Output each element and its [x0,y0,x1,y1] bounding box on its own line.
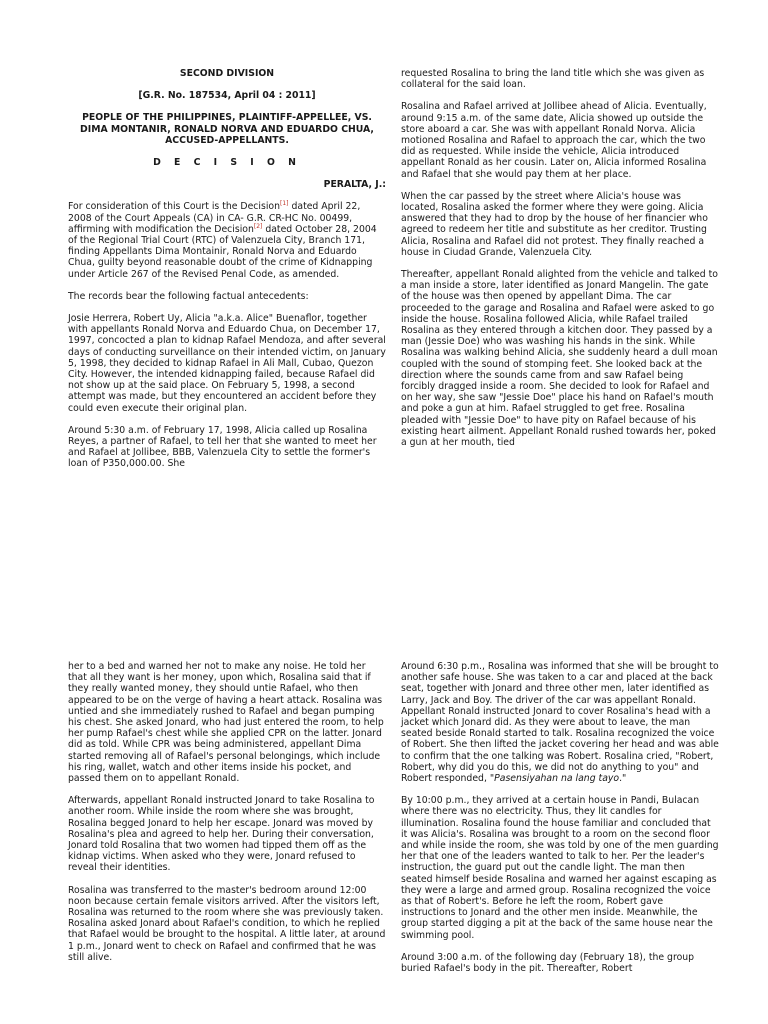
paragraph: Thereafter, appellant Ronald alighted from the vehicle and talked to a man inside a store, later identified as Jonard Mangelin. The gate of the house was then opened by appellant Dima. The car proceeded to the garage and Rosalina and Rafael were asked to go inside the house. Rosalina followed Alicia, while Rafael trailed Rosalina as they entered through a kitchen door. They passed by a man (Jessie Doe) who was washing his hands in the sink. While Rosalina was walking behind Alicia, she suddenly heard a dull moan coupled with the sound of stomping feet. She looked back at the direction where the sounds came from and saw Rafael being forcibly dragged inside a room. She decided to look for Rafael and on her way, she saw "Jessie Doe" place his hand on Rafael's mouth and poke a gun at him. Rafael struggled to get free. Rosalina pleaded with "Jessie Doe" to have pity on Rafael because of his existing heart ailment. Appellant Ronald rushed towards her, poked a gun at her mouth, tied [401,269,718,449]
text-run: dated October 28, 2004 of the Regional Trial Court (RTC) of Valenzuela City, Branch 171, finding Appellants Dima Montainir, Ronald Norva and Eduardo Chua, guilty beyond reasonable doubt of the crime of Kidnapping under Article 267 of the Revised Penal Code, as amended. [68,223,377,280]
paragraph: requested Rosalina to bring the land title which she was given as collateral for the said loan. [401,68,705,91]
paragraph: Afterwards, appellant Ronald instructed Jonard to take Rosalina to another room. While inside the room where she was brought, Rosalina begged Jonard to help her escape. Jonard was moved by Rosalina's plea and agreed to help her. During their conversation, Jonard told Rosalina that two women had tipped them off as the kidnap victims. When asked who they were, Jonard refused to reveal their identities. [68,795,375,874]
right-column-top [401,68,719,459]
text-run: ." [619,773,627,785]
paragraph: Rosalina and Rafael arrived at Jollibee ahead of Alicia. Eventually, around 9:15 a.m. of the same date, Alicia showed up outside the store aboard a car. She was with appellant Ronald Norva. Alicia motioned Rosalina and Rafael to approach the car, which the two did as requested. While inside the vehicle, Alicia introduced appellant Ronald as her cousin. Later on, Alicia informed Rosalina and Rafael that she would pay them at her place. [401,101,707,180]
paragraph: The records bear the following factual antecedents: [68,290,309,302]
footnote-link[interactable]: [1] [280,200,289,208]
italic-quote: Pasensiyahan na lang tayo [494,773,620,785]
paragraph: Around 3:00 a.m. of the following day (February 18), the group buried Rafael's body in the pit. Thereafter, Robert [401,951,695,975]
right-column-bottom [401,661,719,985]
paragraph: her to a bed and warned her not to make any noise. He told her that all they want is her money, upon which, Rosalina said that if they really wanted money, they should untie Rafael, who then appeared to be on the verge of having a heart attack. Rosalina was untied and she immediately rushed to Rafael and began pumping his chest. She asked Jonard, who had just entered the room, to help her pump Rafael's chest while she applied CPR on the latter. Jonard did as told. While CPR was being administered, appellant Dima started removing all of Rafael's personal belongings, which include his ring, wallet, watch and other items inside his pocket, and passed them on to appellant Ronald. [68,661,384,785]
paragraph: Around 5:30 a.m. of February 17, 1998, Alicia called up Rosalina Reyes, a partner of Rafael, to tell her that she wanted to meet her and Rafael at Jollibee, BBB, Valenzuela City to settle the former's loan of P350,000.00. She [68,424,377,470]
left-column-bottom [68,661,386,974]
paragraph: Josie Herrera, Robert Uy, Alicia "a.k.a. Alice" Buenaflor, together with appellants Ronald Norva and Eduardo Chua, on December 17, 1997, concocted a plan to kidnap Rafael Mendoza, and after several days of conducting surveillance on their intended victim, on January 5, 1998, they decided to kidnap Rafael in Ali Mall, Cubao, Quezon City. However, the intended kidnapping failed, because Rafael did not show up at the said place. On February 5, 1998, a second attempt was made, but they encountered an accident before they could even execute their original plan. [68,313,386,414]
division-heading: SECOND DIVISION [179,68,275,79]
text-run: For consideration of this Court is the Decision [68,201,281,213]
text-run: Around 6:30 p.m., Rosalina was informed that she will be brought to another safe house. She was taken to a car and placed at the back seat, together with Jonard and three other men, later identified as Larry, Jack and Boy. The driver of the car was appellant Ronald. Appellant Ronald instructed Jonard to cover Rosalina's head with a jacket which Jonard did. As they were about to leave, the man seated beside Ronald started to talk. Rosalina recognized the voice of Robert. She then lifted the jacket covering her head and was able to confirm that the one talking was Robert. Rosalina cried, "Robert, Robert, why did you do this, we did not do anything to you" and Robert responded, " [401,661,719,785]
case-number: [G.R. No. 187534, April 04 : 2011] [138,90,316,102]
paragraph [68,201,386,279]
paragraph: By 10:00 p.m., they arrived at a certain house in Pandi, Bulacan where there was no electricity. Thus, they lit candles for illumination. Rosalina found the house familiar and concluded that it was Alicia's. Rosalina was brought to a room on the second floor and while inside the room, she was told by one of the men guarding her that one of the leaders wanted to talk to her. Per the leader's instruction, the guard put out the candle light. The man then seated himself beside Rosalina and warned her against escaping as they were a large and armed group. Rosalina recognized the voice as that of Robert's. Before he left the room, Robert gave instructions to Jonard and the other men inside. Meanwhile, the group started digging a pit at the back of the same house near the swimming pool. [401,795,719,941]
case-parties: PEOPLE OF THE PHILIPPINES, PLAINTIFF-APPELLEE, VS. DIMA MONTANIR, RONALD NORVA AND EDUARDO CHUA, ACCUSED-APPELLANTS. [80,112,374,146]
footnote-link[interactable]: [2] [253,222,263,230]
paragraph: When the car passed by the street where Alicia's house was located, Rosalina asked the former where they were going. Alicia answered that they had to drop by the house of her financier who agreed to redeem her title and substitute as her creditor. Trusting Alicia, Rosalina and Rafael did not protest. They finally reached a house in Ciudad Grande, Valenzuela City. [401,190,708,258]
left-column-top [68,68,386,481]
ponente: PERALTA, J.: [323,179,386,191]
decision-heading: D E C I S I O N [153,157,301,169]
text-run: dated April 22, 2008 of the Court Appeals (CA) in CA- G.R. CR-HC No. 00499, affirming with modification the Decision [68,201,361,235]
paragraph: Rosalina was transferred to the master's bedroom around 12:00 noon because certain female visitors arrived. After the visitors left, Rosalina was returned to the room where she was previously taken. Rosalina asked Jonard about Rafael's condition, to which he replied that Rafael would be brought to the hospital. A little later, at around 1 p.m., Jonard went to check on Rafael and confirmed that he was still alive. [68,884,386,963]
paragraph [401,661,719,784]
